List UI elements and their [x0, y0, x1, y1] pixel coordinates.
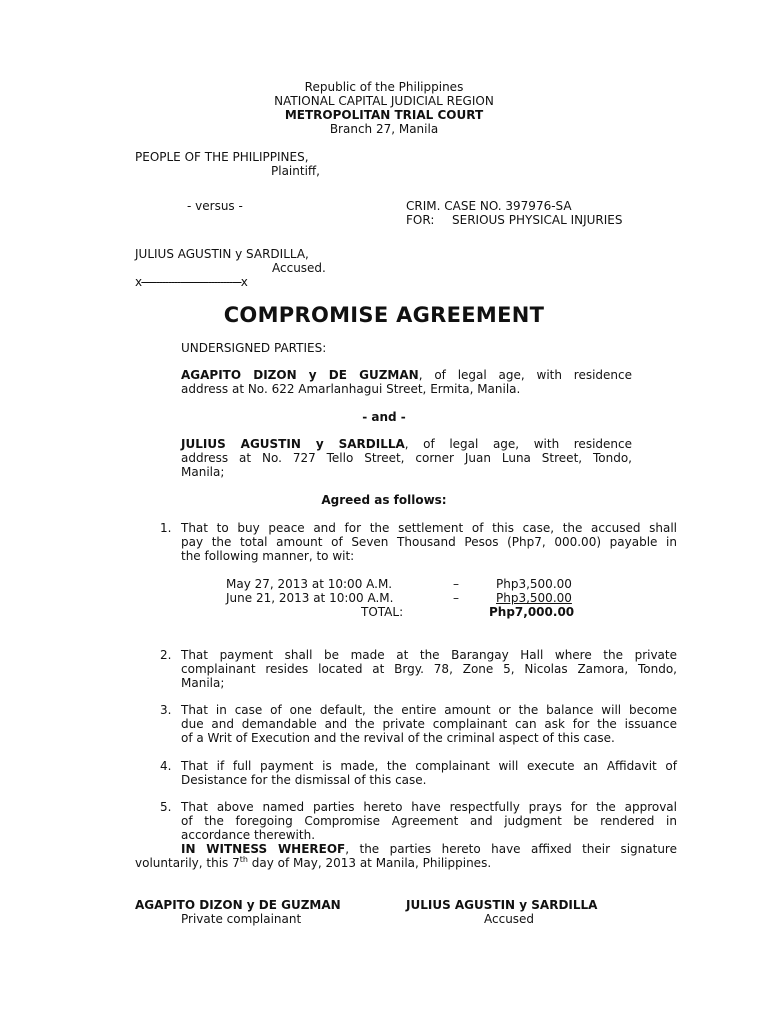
item-line: That payment shall be made at the Barangay Hall where the private [181, 648, 677, 662]
witness-date-b: day of May, 2013 at Manila, Philippines. [247, 856, 492, 870]
signatory-role: Accused [484, 912, 535, 926]
signatory-name: JULIUS AGUSTIN y SARDILLA [406, 898, 598, 912]
party2-line2: address at No. 727 Tello Street, corner Juan Luna Street, Tondo, [181, 451, 632, 465]
item-number: 3. [160, 703, 172, 717]
for-value: SERIOUS PHYSICAL INJURIES [452, 213, 623, 227]
schedule-dash: – [453, 577, 459, 591]
witness-date-a: voluntarily, this 7 [135, 856, 240, 870]
versus-text: - versus - [187, 199, 243, 213]
party2-name: JULIUS AGUSTIN y SARDILLA [181, 437, 405, 451]
schedule-date: May 27, 2013 at 10:00 A.M. [226, 577, 393, 591]
witness-rest: , the parties hereto have affixed their signature [345, 842, 677, 856]
schedule-amount: Php3,500.00 [496, 577, 572, 591]
and-separator: - and - [362, 410, 406, 424]
witness-line2 [135, 856, 491, 870]
court-line: METROPOLITAN TRIAL COURT [284, 108, 484, 122]
item-number: 4. [160, 759, 172, 773]
item-line: That in case of one default, the entire amount or the balance will become [181, 703, 677, 717]
accused-name: JULIUS AGUSTIN y SARDILLA, [135, 247, 309, 261]
party1-name: AGAPITO DIZON y DE GUZMAN [181, 368, 419, 382]
witness-date-sup: th [239, 855, 248, 864]
item-line: That above named parties hereto have respectfully prays for the approval [181, 800, 677, 814]
agreed-heading: Agreed as follows: [321, 493, 447, 507]
accused-role: Accused. [272, 261, 326, 275]
undersigned-heading: UNDERSIGNED PARTIES: [181, 341, 327, 355]
item-line: That to buy peace and for the settlement of this case, the accused shall [181, 521, 677, 535]
item-line: the following manner, to wit: [181, 549, 355, 563]
item-number: 1. [160, 521, 172, 535]
party2-line1-rest: , of legal age, with residence [404, 437, 632, 451]
plaintiff-role: Plaintiff, [271, 164, 320, 178]
party2-line1 [181, 437, 632, 451]
item-line: accordance therewith. [181, 828, 316, 842]
item-line: complainant resides located at Brgy. 78, Zone 5, Nicolas Zamora, Tondo, [181, 662, 677, 676]
item-line: That if full payment is made, the complainant will execute an Affidavit of [181, 759, 677, 773]
witness-lead: IN WITNESS WHEREOF [181, 842, 346, 856]
schedule-dash: – [453, 591, 459, 605]
item-number: 2. [160, 648, 172, 662]
party1-line2: address at No. 622 Amarlanhagui Street, Ermita, Manila. [181, 382, 521, 396]
party2-line3: Manila; [181, 465, 225, 479]
item-line: due and demandable and the private complainant can ask for the issuance [181, 717, 677, 731]
caption-separator: x---------------------------------x [135, 275, 247, 289]
republic-line: Republic of the Philippines [304, 80, 464, 94]
item-line: Manila; [181, 676, 225, 690]
total-amount: Php7,000.00 [489, 605, 575, 619]
item-number: 5. [160, 800, 172, 814]
item-line: of a Writ of Execution and the revival of the criminal aspect of this case. [181, 731, 615, 745]
for-label: FOR: [406, 213, 435, 227]
document-title: COMPROMISE AGREEMENT [223, 303, 545, 327]
item-line: Desistance for the dismissal of this case. [181, 773, 427, 787]
region-line: NATIONAL CAPITAL JUDICIAL REGION [274, 94, 494, 108]
plaintiff-name: PEOPLE OF THE PHILIPPINES, [135, 150, 309, 164]
signatory-role: Private complainant [181, 912, 302, 926]
total-label: TOTAL: [361, 605, 404, 619]
schedule-amount: Php3,500.00 [496, 591, 572, 605]
case-number: CRIM. CASE NO. 397976-SA [406, 199, 572, 213]
branch-line: Branch 27, Manila [329, 122, 439, 136]
party1-line1 [181, 368, 632, 382]
party1-line1-rest: , of legal age, with residence [418, 368, 632, 382]
schedule-date: June 21, 2013 at 10:00 A.M. [226, 591, 394, 605]
witness-line1 [181, 842, 677, 856]
signatory-name: AGAPITO DIZON y DE GUZMAN [135, 898, 341, 912]
item-line: of the foregoing Compromise Agreement and judgment be rendered in [181, 814, 677, 828]
item-line: pay the total amount of Seven Thousand Pesos (Php7, 000.00) payable in [181, 535, 677, 549]
